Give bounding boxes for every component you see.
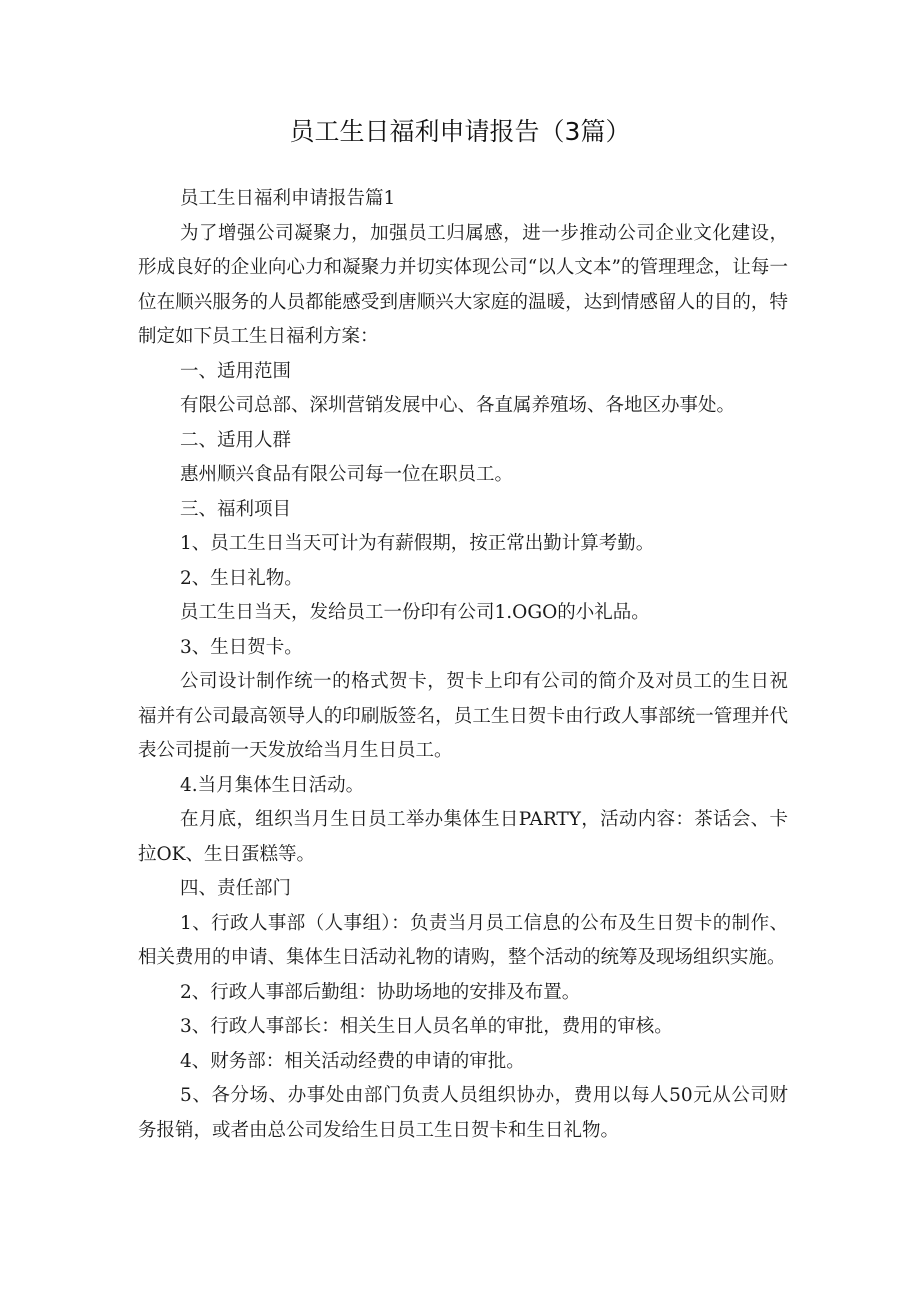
list-item: 4、财务部：相关活动经费的申请的审批。: [180, 1050, 525, 1072]
document-body: [138, 182, 788, 1148]
list-item: 3、生日贺卡。: [180, 636, 303, 658]
list-item: 1、员工生日当天可计为有薪假期，按正常出勤计算考勤。: [180, 533, 655, 554]
section-heading: 四、责任部门: [180, 878, 292, 899]
paragraph: 在月底，组织当月生日员工举办集体生日PARTY，活动内容：茶话会、卡拉OK、生日蛋糕等。: [138, 809, 788, 865]
paragraph: 员工生日当天，发给员工一份印有公司1.OGO的小礼品。: [180, 602, 650, 623]
paragraph: 为了增强公司凝聚力，加强员工归属感，进一步推动公司企业文化建设，形成良好的企业向心力和凝聚力并切实体现公司“以人文本”的管理理念，让每一位在顺兴服务的人员都能感受到唐顺兴大家庭的温暖，达到情感留人的目的，特制定如下员工生日福利方案：: [138, 222, 788, 347]
list-item: 2、行政人事部后勤组：协助场地的安排及布置。: [180, 981, 581, 1003]
section-heading: 一、适用范围: [180, 360, 292, 382]
list-item: 5、各分场、办事处由部门负责人员组织协办，费用以每人50元从公司财务报销，或者由总公司发给生日员工生日贺卡和生日礼物。: [138, 1085, 788, 1141]
list-item: 1、行政人事部（人事组）：负责当月员工信息的公布及生日贺卡的制作、相关费用的申请、集体生日活动礼物的请购，整个活动的统筹及现场组织实施。: [138, 912, 788, 968]
section-heading: 二、适用人群: [180, 429, 292, 451]
list-item: 3、行政人事部长：相关生日人员名单的审批，费用的审核。: [180, 1016, 673, 1037]
list-item: 2、生日礼物。: [180, 567, 303, 589]
section-heading: 三、福利项目: [180, 498, 292, 520]
paragraph: 公司设计制作统一的格式贺卡，贺卡上印有公司的简介及对员工的生日祝福并有公司最高领导人的印刷版签名，员工生日贺卡由行政人事部统一管理并代表公司提前一天发放给当月生日员工。: [138, 671, 788, 761]
section-heading: 员工生日福利申请报告篇1: [180, 188, 396, 209]
list-item: 4.当月集体生日活动。: [180, 774, 365, 796]
paragraph: 惠州顺兴食品有限公司每一位在职员工。: [180, 464, 514, 485]
document-title: 员工生日福利申请报告（3篇）: [289, 117, 631, 146]
paragraph: 有限公司总部、深圳营销发展中心、各直属养殖场、各地区办事处。: [180, 395, 736, 416]
